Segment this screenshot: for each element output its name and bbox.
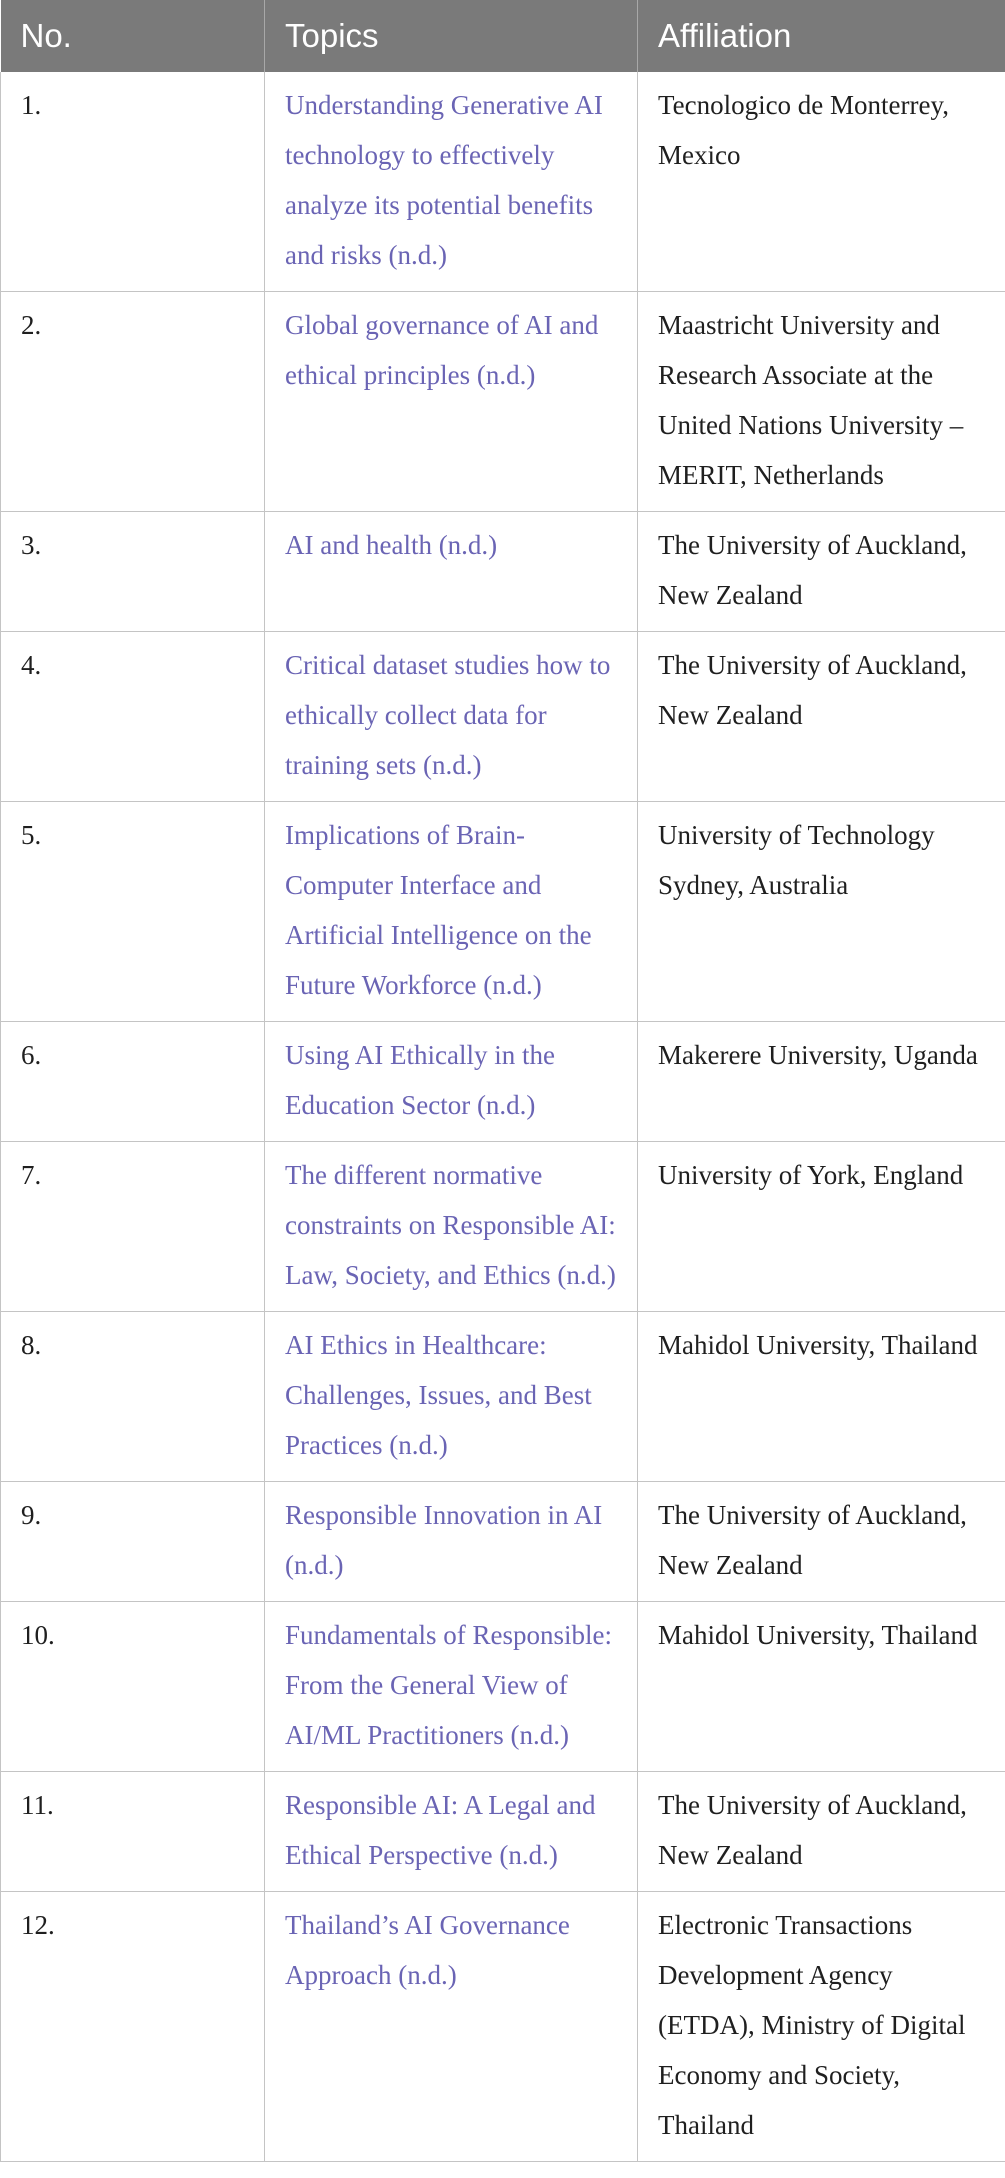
affiliation-cell: University of Technology Sydney, Australia xyxy=(638,802,1005,1022)
table-row xyxy=(1,632,1005,802)
topic-link[interactable]: Fundamentals of Responsible: From the General View of AI/ML Practitioners (n.d.) xyxy=(265,1602,638,1772)
affiliation-cell: The University of Auckland, New Zealand xyxy=(638,632,1005,802)
row-number: 2. xyxy=(1,292,265,512)
row-number: 6. xyxy=(1,1022,265,1142)
row-number: 11. xyxy=(1,1772,265,1892)
row-number: 1. xyxy=(1,72,265,292)
row-number: 5. xyxy=(1,802,265,1022)
table-row xyxy=(1,1772,1005,1892)
header-row xyxy=(1,0,1005,72)
affiliation-cell: Makerere University, Uganda xyxy=(638,1022,1005,1142)
table-row xyxy=(1,1892,1005,2162)
table-row xyxy=(1,1482,1005,1602)
affiliation-cell: Mahidol University, Thailand xyxy=(638,1312,1005,1482)
table-row xyxy=(1,1312,1005,1482)
header-no: No. xyxy=(1,0,265,72)
topic-link[interactable]: Thailand’s AI Governance Approach (n.d.) xyxy=(265,1892,638,2162)
affiliation-cell: Electronic Transactions Development Agency (ETDA), Ministry of Digital Economy and Society, Thailand xyxy=(638,1892,1005,2162)
topic-link[interactable]: Using AI Ethically in the Education Sector (n.d.) xyxy=(265,1022,638,1142)
row-number: 8. xyxy=(1,1312,265,1482)
row-number: 4. xyxy=(1,632,265,802)
topic-link[interactable]: Understanding Generative AI technology to effectively analyze its potential benefits and risks (n.d.) xyxy=(265,72,638,292)
affiliation-cell: University of York, England xyxy=(638,1142,1005,1312)
topic-link[interactable]: The different normative constraints on Responsible AI: Law, Society, and Ethics (n.d.) xyxy=(265,1142,638,1312)
table-body xyxy=(1,72,1005,2162)
table-row xyxy=(1,1602,1005,1772)
table-row xyxy=(1,802,1005,1022)
topic-link[interactable]: Responsible Innovation in AI (n.d.) xyxy=(265,1482,638,1602)
row-number: 10. xyxy=(1,1602,265,1772)
affiliation-cell: The University of Auckland, New Zealand xyxy=(638,1482,1005,1602)
row-number: 7. xyxy=(1,1142,265,1312)
header-affiliation: Affiliation xyxy=(638,0,1005,72)
topic-link[interactable]: Implications of Brain-Computer Interface and Artificial Intelligence on the Future Workforce (n.d.) xyxy=(265,802,638,1022)
topic-link[interactable]: AI and health (n.d.) xyxy=(265,512,638,632)
table-header xyxy=(1,0,1005,72)
header-topics: Topics xyxy=(265,0,638,72)
table-row xyxy=(1,512,1005,632)
table-row xyxy=(1,72,1005,292)
row-number: 12. xyxy=(1,1892,265,2162)
affiliation-cell: Maastricht University and Research Associate at the United Nations University – MERIT, Netherlands xyxy=(638,292,1005,512)
topic-link[interactable]: Global governance of AI and ethical principles (n.d.) xyxy=(265,292,638,512)
table-row xyxy=(1,1142,1005,1312)
table-row xyxy=(1,1022,1005,1142)
row-number: 9. xyxy=(1,1482,265,1602)
topic-link[interactable]: Responsible AI: A Legal and Ethical Perspective (n.d.) xyxy=(265,1772,638,1892)
affiliation-cell: The University of Auckland, New Zealand xyxy=(638,1772,1005,1892)
table-row xyxy=(1,292,1005,512)
affiliation-cell: Tecnologico de Monterrey, Mexico xyxy=(638,72,1005,292)
topic-link[interactable]: AI Ethics in Healthcare: Challenges, Issues, and Best Practices (n.d.) xyxy=(265,1312,638,1482)
affiliation-cell: Mahidol University, Thailand xyxy=(638,1602,1005,1772)
row-number: 3. xyxy=(1,512,265,632)
topic-link[interactable]: Critical dataset studies how to ethically collect data for training sets (n.d.) xyxy=(265,632,638,802)
affiliation-cell: The University of Auckland, New Zealand xyxy=(638,512,1005,632)
